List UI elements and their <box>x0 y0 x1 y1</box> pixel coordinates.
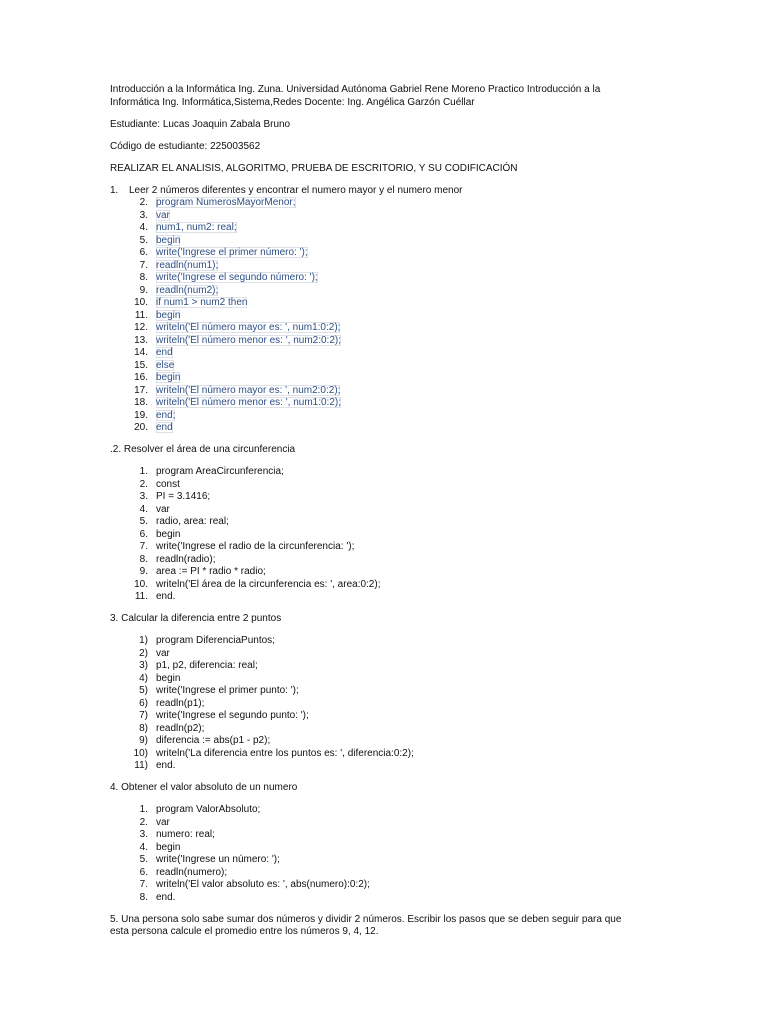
code-text: readln(p2); <box>156 722 205 734</box>
code-line <box>110 210 640 223</box>
code-text: begin <box>156 528 181 540</box>
line-number: 3) <box>139 660 148 671</box>
line-number: 2. <box>139 197 148 208</box>
code-text: writeln('El número mayor es: ', num1:0:2); <box>156 322 341 333</box>
code-line <box>110 360 640 373</box>
code-line <box>110 335 640 348</box>
line-number: 2. <box>139 816 148 828</box>
question-2-text: .2. Resolver el área de una circunferencia <box>110 444 296 455</box>
instruction-heading: REALIZAR EL ANALISIS, ALGORITMO, PRUEBA DE ESCRITORIO, Y SU CODIFICACIÓN <box>110 162 518 174</box>
code-text: write('Ingrese el primer número: '); <box>156 247 308 258</box>
line-number: 5. <box>139 234 148 246</box>
line-number: 16. <box>134 372 148 383</box>
code-line <box>110 648 640 661</box>
code-line <box>110 879 640 892</box>
code-line <box>110 516 640 529</box>
line-number: 9) <box>139 735 148 746</box>
intro-paragraph: Introducción a la Informática Ing. Zuna. Universidad Autónoma Gabriel Rene Moreno Practico Introducción a la Informática Ing. Informática,Sistema,Redes Docente: Ing. Angélica Garzón Cuéllar <box>110 84 601 108</box>
code-text: diferencia := abs(p1 - p2); <box>156 735 271 746</box>
code-text: readln(numero); <box>156 866 228 878</box>
code-text: begin <box>156 372 181 383</box>
line-number: 5) <box>139 685 148 696</box>
code-text: program AreaCircunferencia; <box>156 466 284 477</box>
line-number: 8. <box>139 891 148 903</box>
line-number: 18. <box>134 397 148 408</box>
code-line <box>110 285 640 298</box>
student-name: Estudiante: Lucas Joaquin Zabala Bruno <box>110 118 291 130</box>
code-text: end <box>156 347 173 358</box>
line-number: 3. <box>139 829 148 840</box>
code-text: write('Ingrese el segundo punto: '); <box>156 710 309 721</box>
code-line <box>110 197 640 210</box>
code-list-q4 <box>110 804 640 904</box>
question-1-number: 1. <box>110 184 119 196</box>
question-1-text: Leer 2 números diferentes y encontrar el numero mayor y el numero menor <box>129 184 463 196</box>
line-number: 7. <box>139 259 148 271</box>
code-line <box>110 554 640 567</box>
code-line <box>110 735 640 748</box>
line-number: 17. <box>134 384 148 396</box>
code-text: writeln('El valor absoluto es: ', abs(numero):0:2); <box>156 879 370 890</box>
code-text: writeln('El número menor es: ', num2:0:2); <box>156 334 341 346</box>
line-number: 4. <box>139 503 148 515</box>
code-line <box>110 804 640 817</box>
line-number: 8) <box>139 722 148 734</box>
code-text: writeln('La diferencia entre los puntos es: ', diferencia:0:2); <box>156 747 414 759</box>
code-line <box>110 854 640 867</box>
code-line <box>110 491 640 504</box>
code-text: else <box>156 359 175 371</box>
code-text: begin <box>156 672 181 684</box>
line-number: 3. <box>139 491 148 502</box>
code-text: end. <box>156 760 176 771</box>
code-text: writeln('El número menor es: ', num1:0:2); <box>156 397 341 408</box>
line-number: 1) <box>139 635 148 646</box>
line-number: 4. <box>139 222 148 233</box>
code-line <box>110 272 640 285</box>
student-code: Código de estudiante: 225003562 <box>110 140 261 152</box>
code-line <box>110 723 640 736</box>
line-number: 7. <box>139 541 148 552</box>
line-number: 13. <box>134 334 148 346</box>
code-text: write('Ingrese el segundo número: '); <box>156 272 318 283</box>
code-line <box>110 479 640 492</box>
code-text: program DiferenciaPuntos; <box>156 635 275 646</box>
code-line <box>110 504 640 517</box>
code-line <box>110 372 640 385</box>
code-line <box>110 397 640 410</box>
line-number: 7) <box>139 710 148 721</box>
code-text: area := PI * radio * radio; <box>156 566 266 577</box>
code-line <box>110 635 640 648</box>
code-line <box>110 579 640 592</box>
code-text: radio, area: real; <box>156 516 229 527</box>
line-number: 6) <box>139 697 148 709</box>
line-number: 9. <box>139 284 148 296</box>
code-text: readln(radio); <box>156 553 216 565</box>
line-number: 11. <box>134 591 148 602</box>
code-text: end; <box>156 409 176 421</box>
code-line <box>110 235 640 248</box>
code-line <box>110 710 640 723</box>
code-line <box>110 466 640 479</box>
code-line <box>110 892 640 905</box>
code-text: var <box>156 647 170 659</box>
code-text: writeln('El número mayor es: ', num2:0:2); <box>156 384 341 396</box>
code-text: begin <box>156 841 181 853</box>
code-text: write('Ingrese un número: '); <box>156 854 280 865</box>
code-text: readln(num1); <box>156 259 219 271</box>
code-line <box>110 222 640 235</box>
code-text: readln(num2); <box>156 284 219 296</box>
code-line <box>110 529 640 542</box>
code-text: end. <box>156 591 176 602</box>
code-line <box>110 591 640 604</box>
code-line <box>110 310 640 323</box>
line-number: 10. <box>134 297 148 308</box>
line-number: 1. <box>139 466 148 477</box>
code-line <box>110 410 640 423</box>
code-line <box>110 566 640 579</box>
line-number: 8. <box>139 272 148 283</box>
line-number: 3. <box>139 209 148 221</box>
code-text: end. <box>156 891 176 903</box>
code-text: numero: real; <box>156 829 215 840</box>
line-number: 11) <box>134 760 148 771</box>
code-line <box>110 829 640 842</box>
code-line <box>110 541 640 554</box>
code-list-q2 <box>110 466 640 604</box>
code-line <box>110 673 640 686</box>
question-1 <box>110 185 640 198</box>
line-number: 4. <box>139 841 148 853</box>
code-line <box>110 260 640 273</box>
line-number: 20. <box>134 422 148 433</box>
code-line <box>110 817 640 830</box>
line-number: 5. <box>139 854 148 865</box>
code-line <box>110 322 640 335</box>
line-number: 19. <box>134 409 148 421</box>
line-number: 15. <box>134 359 148 371</box>
code-line <box>110 660 640 673</box>
code-text: write('Ingrese el primer punto: '); <box>156 685 299 696</box>
code-line <box>110 247 640 260</box>
code-line <box>110 297 640 310</box>
line-number: 5. <box>139 516 148 527</box>
line-number: 7. <box>139 879 148 890</box>
code-text: if num1 > num2 then <box>156 297 248 308</box>
line-number: 12. <box>134 322 148 333</box>
code-text: readln(p1); <box>156 697 205 709</box>
code-text: write('Ingrese el radio de la circunferencia: '); <box>156 541 355 552</box>
line-number: 2) <box>139 647 148 659</box>
code-line <box>110 867 640 880</box>
document-body <box>110 84 640 939</box>
code-text: writeln('El área de la circunferencia es: ', area:0:2); <box>156 578 381 590</box>
line-number: 9. <box>139 566 148 577</box>
line-number: 10) <box>133 747 148 759</box>
question-3-text: 3. Calcular la diferencia entre 2 puntos <box>110 613 282 624</box>
code-line <box>110 347 640 360</box>
line-number: 11. <box>134 309 148 321</box>
code-line <box>110 685 640 698</box>
code-text: var <box>156 503 170 515</box>
code-text: num1, num2: real; <box>156 222 237 233</box>
code-text: program NumerosMayorMenor; <box>156 197 296 208</box>
code-text: p1, p2, diferencia: real; <box>156 660 258 671</box>
line-number: 6. <box>139 866 148 878</box>
code-line <box>110 422 640 435</box>
line-number: 14. <box>134 347 148 358</box>
question-5-text: 5. Una persona solo sabe sumar dos números y dividir 2 números. Escribir los pasos que se deben seguir para que esta persona calcule el promedio entre los números 9, 4, 12. <box>110 913 622 937</box>
code-line <box>110 842 640 855</box>
line-number: 6. <box>139 247 148 258</box>
code-line <box>110 698 640 711</box>
line-number: 8. <box>139 553 148 565</box>
code-list-q1 <box>110 197 640 435</box>
line-number: 10. <box>134 578 148 590</box>
code-text: begin <box>156 234 181 246</box>
code-text: var <box>156 209 170 221</box>
question-4-text: 4. Obtener el valor absoluto de un numero <box>110 782 298 793</box>
code-text: program ValorAbsoluto; <box>156 804 261 815</box>
line-number: 2. <box>139 478 148 490</box>
code-line <box>110 748 640 761</box>
code-list-q3 <box>110 635 640 773</box>
code-text: var <box>156 816 170 828</box>
code-line <box>110 385 640 398</box>
line-number: 1. <box>139 804 148 815</box>
line-number: 4) <box>139 672 148 684</box>
line-number: 6. <box>139 528 148 540</box>
code-text: begin <box>156 309 181 321</box>
code-line <box>110 760 640 773</box>
code-text: const <box>156 478 180 490</box>
code-text: PI = 3.1416; <box>156 491 211 502</box>
code-text: end <box>156 422 173 433</box>
